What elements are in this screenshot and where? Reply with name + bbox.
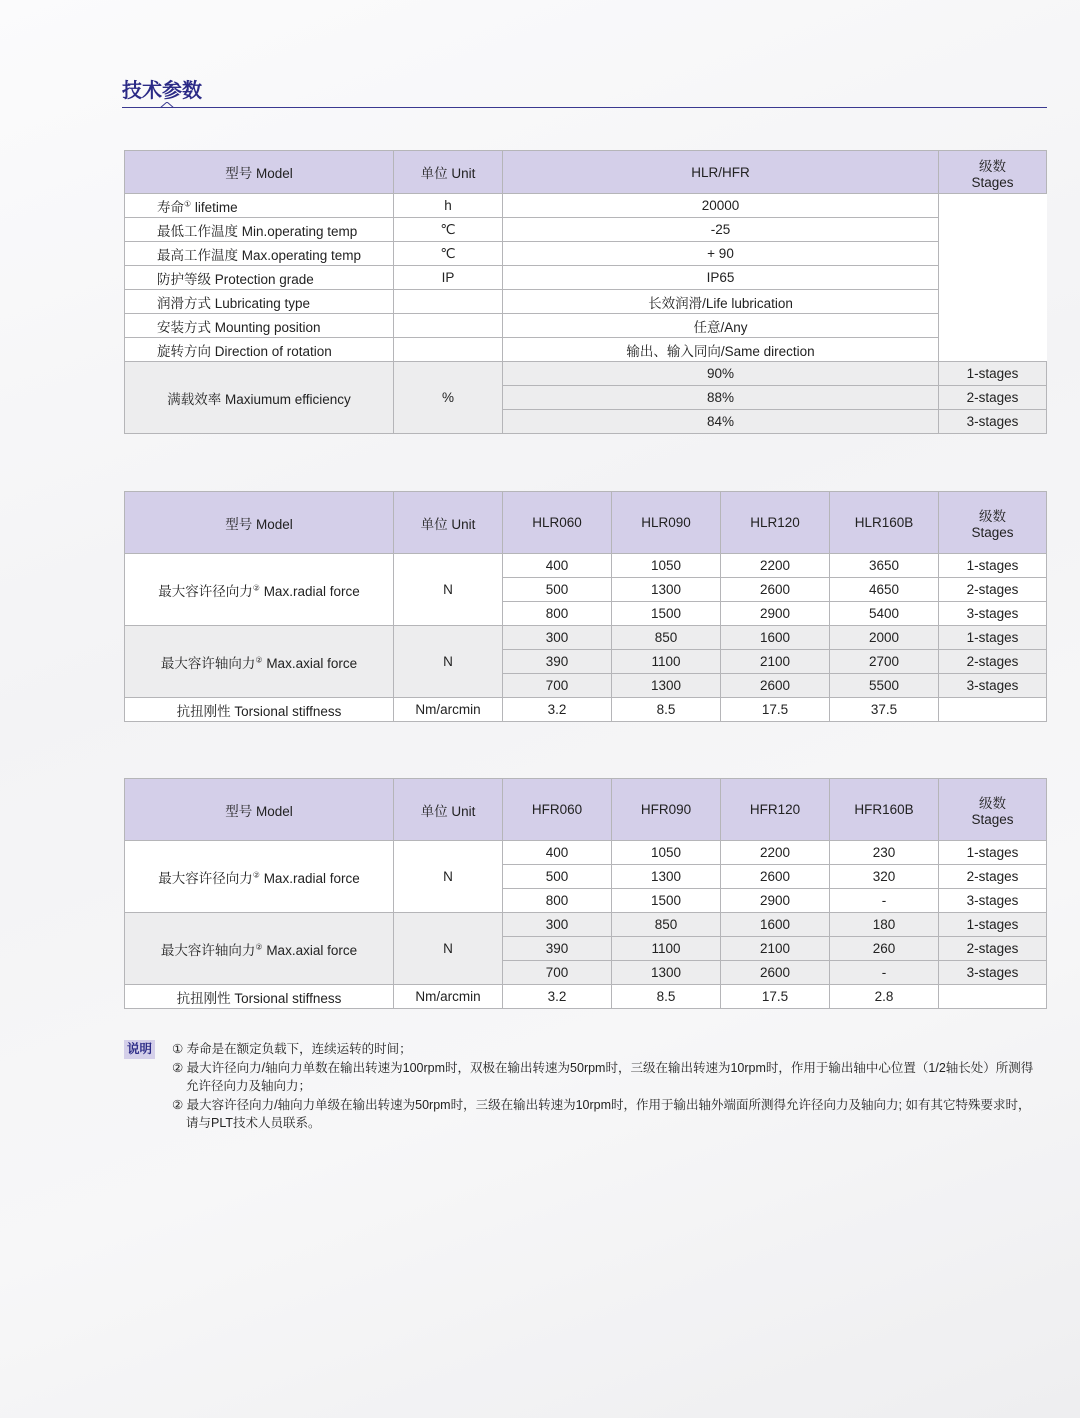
efficiency-row (125, 362, 1047, 386)
header-unit: 单位 Unit (394, 779, 503, 841)
row-value: -25 (503, 218, 939, 242)
table-row (125, 554, 1047, 578)
stage-label: 2-stages (939, 865, 1047, 889)
table-row (125, 314, 1047, 338)
torsional-row (125, 985, 1047, 1009)
efficiency-value: 88% (503, 386, 939, 410)
torsional-unit: Nm/arcmin (394, 698, 503, 722)
stage-label: 2-stages (939, 650, 1047, 674)
value-cell: 400 (503, 554, 612, 578)
value-cell: 320 (830, 865, 939, 889)
label-cn: 最大容许轴向力 (160, 655, 256, 671)
value-cell: 2600 (721, 578, 830, 602)
table-row (125, 841, 1047, 865)
stages-empty (939, 698, 1047, 722)
row-unit: h (394, 194, 503, 218)
value-cell: 180 (830, 913, 939, 937)
row-value: 输出、输入同向/Same direction (503, 338, 939, 362)
value-cell: 1500 (612, 602, 721, 626)
header-stages (939, 779, 1047, 841)
value-cell: 3650 (830, 554, 939, 578)
header-model-hfr090: HFR090 (612, 779, 721, 841)
value-cell: 700 (503, 961, 612, 985)
header-unit: 单位 Unit (394, 492, 503, 554)
value-cell: 4650 (830, 578, 939, 602)
value-cell: 850 (612, 626, 721, 650)
stages-cn: 级数 (979, 796, 1006, 811)
value-cell: 2600 (721, 674, 830, 698)
group-unit: N (394, 841, 503, 913)
stage-label: 1-stages (939, 626, 1047, 650)
value-cell: 2900 (721, 602, 830, 626)
header-model: 型号 Model (125, 779, 394, 841)
header-model-hfr120: HFR120 (721, 779, 830, 841)
value-cell: 1050 (612, 841, 721, 865)
value-cell: 2100 (721, 650, 830, 674)
hfr-force-table (124, 778, 1047, 1009)
stage-label: 3-stages (939, 961, 1047, 985)
table-row (125, 194, 1047, 218)
group-label (125, 626, 394, 698)
value-cell: 2.8 (830, 985, 939, 1009)
row-value: 任意/Any (503, 314, 939, 338)
value-cell: 850 (612, 913, 721, 937)
header-model-hfr060: HFR060 (503, 779, 612, 841)
row-label: 防护等级 Protection grade (125, 266, 394, 290)
footnote-mark: ① (184, 199, 192, 208)
label-en: Max.radial force (259, 583, 360, 599)
header-model-hlr060: HLR060 (503, 492, 612, 554)
value-cell: 2000 (830, 626, 939, 650)
value-cell: 2200 (721, 554, 830, 578)
table-row (125, 913, 1047, 937)
efficiency-value: 84% (503, 410, 939, 434)
row-unit: ℃ (394, 218, 503, 242)
value-cell: 1300 (612, 865, 721, 889)
group-unit: N (394, 913, 503, 985)
group-unit: N (394, 626, 503, 698)
value-cell: 800 (503, 889, 612, 913)
torsional-unit: Nm/arcmin (394, 985, 503, 1009)
value-cell: 1300 (612, 578, 721, 602)
footnote-mark: ② (252, 870, 260, 879)
footnote-mark: ② (255, 655, 263, 664)
group-unit: N (394, 554, 503, 626)
row-unit: ℃ (394, 242, 503, 266)
label-en: Max.axial force (262, 942, 358, 958)
stage-label: 3-stages (939, 410, 1047, 434)
value-cell: 1500 (612, 889, 721, 913)
value-cell: 800 (503, 602, 612, 626)
value-cell: 5400 (830, 602, 939, 626)
row-value: 长效润滑/Life lubrication (503, 290, 939, 314)
torsional-label: 抗扭刚性 Torsional stiffness (125, 698, 394, 722)
stage-label: 3-stages (939, 674, 1047, 698)
row-label: 润滑方式 Lubricating type (125, 290, 394, 314)
stages-empty (939, 985, 1047, 1009)
efficiency-unit: % (394, 362, 503, 434)
header-stages (939, 151, 1047, 194)
value-cell: 2900 (721, 889, 830, 913)
page-title: 技术参数 (122, 80, 202, 102)
footnote-mark: ② (255, 942, 263, 951)
label-en: lifetime (191, 199, 238, 215)
value-cell: - (830, 889, 939, 913)
value-cell: 400 (503, 841, 612, 865)
stage-label: 1-stages (939, 554, 1047, 578)
header-model: 型号 Model (125, 151, 394, 194)
header-stages (939, 492, 1047, 554)
stage-label: 1-stages (939, 841, 1047, 865)
value-cell: 390 (503, 650, 612, 674)
value-cell: 1600 (721, 913, 830, 937)
label-cn: 寿命 (157, 199, 184, 215)
value-cell: 3.2 (503, 985, 612, 1009)
efficiency-label: 满载效率 Maxiumum efficiency (125, 362, 394, 434)
note-3-cont: 请与PLT技术人员联系。 (186, 1116, 321, 1130)
row-value: 20000 (503, 194, 939, 218)
stage-label: 1-stages (939, 362, 1047, 386)
stages-empty (939, 194, 1047, 362)
table-row (125, 290, 1047, 314)
row-value: + 90 (503, 242, 939, 266)
row-label: 安装方式 Mounting position (125, 314, 394, 338)
value-cell: 300 (503, 626, 612, 650)
value-cell: 2700 (830, 650, 939, 674)
group-label (125, 913, 394, 985)
row-unit: IP (394, 266, 503, 290)
value-cell: 8.5 (612, 985, 721, 1009)
value-cell: 1300 (612, 961, 721, 985)
group-label (125, 841, 394, 913)
value-cell: 2600 (721, 865, 830, 889)
value-cell: 300 (503, 913, 612, 937)
torsional-row (125, 698, 1047, 722)
value-cell: 17.5 (721, 985, 830, 1009)
header-model-hfr160b: HFR160B (830, 779, 939, 841)
table-row (125, 242, 1047, 266)
header-model-hlr090: HLR090 (612, 492, 721, 554)
table-row (125, 626, 1047, 650)
label-cn: 最大容许轴向力 (160, 942, 256, 958)
footnote-mark: ② (252, 583, 260, 592)
note-3: ② 最大容许径向力/轴向力单级在输出转速为50rpm时，三级在输出转速为10rpm时，作用于输出轴外端面所测得允许径向力及轴向力; 如有其它特殊要求时， (172, 1097, 1031, 1112)
row-unit (394, 290, 503, 314)
hlr-force-table (124, 491, 1047, 722)
value-cell: 1300 (612, 674, 721, 698)
value-cell: 17.5 (721, 698, 830, 722)
stage-label: 2-stages (939, 386, 1047, 410)
table-row (125, 338, 1047, 362)
row-value: IP65 (503, 266, 939, 290)
value-cell: 2100 (721, 937, 830, 961)
value-cell: 1100 (612, 937, 721, 961)
value-cell: 230 (830, 841, 939, 865)
stage-label: 3-stages (939, 602, 1047, 626)
value-cell: 700 (503, 674, 612, 698)
value-cell: 2600 (721, 961, 830, 985)
row-unit (394, 338, 503, 362)
note-1: ① 寿命是在额定负载下，连续运转的时间； (172, 1042, 412, 1056)
group-label (125, 554, 394, 626)
header-model-hlr160b: HLR160B (830, 492, 939, 554)
value-cell: 3.2 (503, 698, 612, 722)
value-cell: 5500 (830, 674, 939, 698)
notes (124, 1040, 1049, 1133)
stage-label: 3-stages (939, 889, 1047, 913)
note-2-cont: 允许径向力及轴向力； (186, 1079, 312, 1093)
stage-label: 2-stages (939, 578, 1047, 602)
note-2: ② 最大许径向力/轴向力单数在输出转速为100rpm时，双极在输出转速为50rpm时，三级在输出转速为10rpm时，作用于输出轴中心位置（1/2轴长处）所测得 (172, 1060, 1034, 1075)
title-underline (122, 107, 1047, 108)
row-label: 最低工作温度 Min.operating temp (125, 218, 394, 242)
stages-en: Stages (971, 812, 1014, 827)
stages-cn: 级数 (979, 158, 1006, 174)
row-label: 最高工作温度 Max.operating temp (125, 242, 394, 266)
value-cell: 37.5 (830, 698, 939, 722)
header-model-hlr120: HLR120 (721, 492, 830, 554)
value-cell: - (830, 961, 939, 985)
stage-label: 1-stages (939, 913, 1047, 937)
row-label: 旋转方向 Direction of rotation (125, 338, 394, 362)
stages-en: Stages (971, 174, 1014, 190)
efficiency-value: 90% (503, 362, 939, 386)
stages-en: Stages (971, 525, 1014, 540)
value-cell: 2200 (721, 841, 830, 865)
value-cell: 390 (503, 937, 612, 961)
value-cell: 1100 (612, 650, 721, 674)
label-cn: 最大容许径向力 (158, 583, 253, 599)
value-cell: 1600 (721, 626, 830, 650)
value-cell: 500 (503, 865, 612, 889)
header-model: 型号 Model (125, 492, 394, 554)
general-spec-table (124, 150, 1047, 434)
stages-cn: 级数 (979, 509, 1006, 524)
header-unit: 单位 Unit (394, 151, 503, 194)
stage-label: 2-stages (939, 937, 1047, 961)
table-row (125, 266, 1047, 290)
value-cell: 260 (830, 937, 939, 961)
label-en: Max.axial force (262, 655, 358, 671)
row-unit (394, 314, 503, 338)
notes-label: 说明 (124, 1040, 155, 1059)
value-cell: 8.5 (612, 698, 721, 722)
row-label (125, 194, 394, 218)
label-cn: 最大容许径向力 (158, 870, 253, 886)
label-en: Max.radial force (259, 870, 360, 886)
value-cell: 1050 (612, 554, 721, 578)
torsional-label: 抗扭刚性 Torsional stiffness (125, 985, 394, 1009)
value-cell: 500 (503, 578, 612, 602)
header-series: HLR/HFR (503, 151, 939, 194)
table-row (125, 218, 1047, 242)
